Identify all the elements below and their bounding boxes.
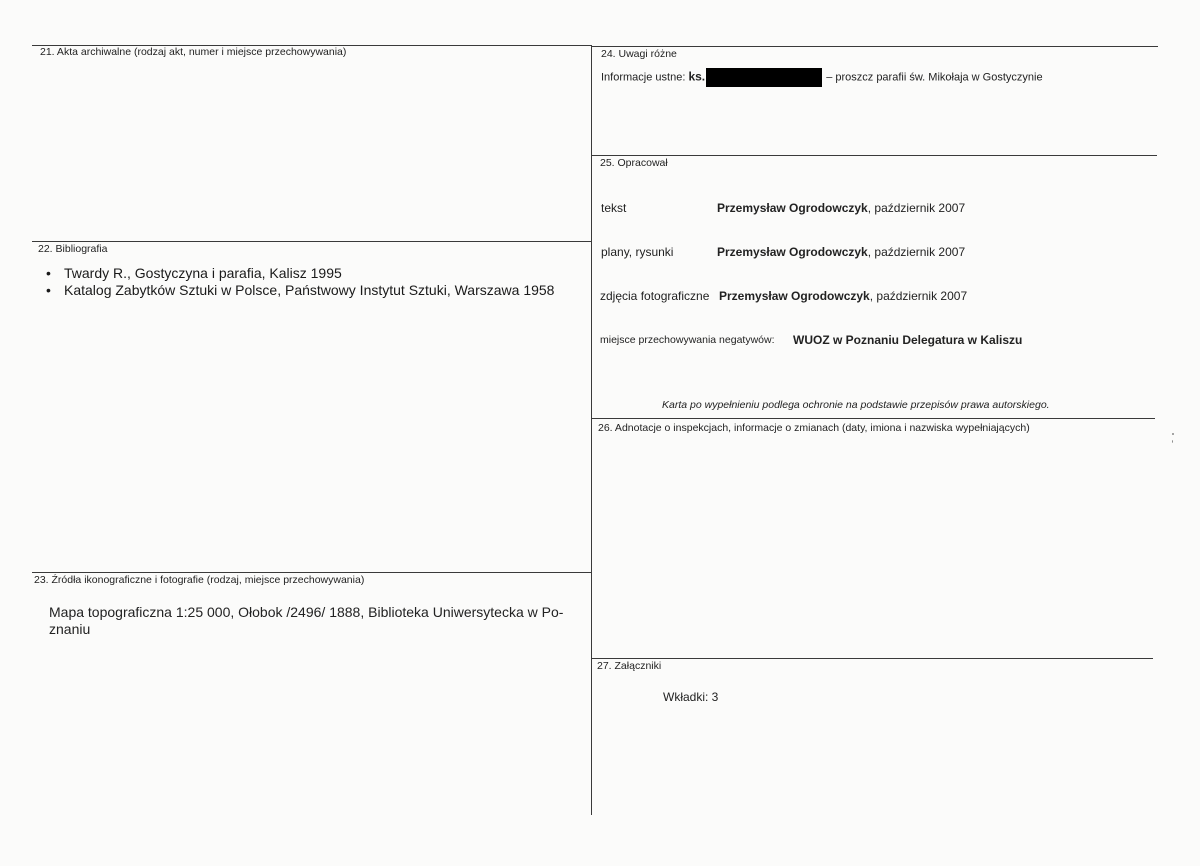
section-23-label: 23. Źródła ikonograficzne i fotografie (rodzaj, miejsce przechowywania) [34,574,365,586]
author-date: , październik 2007 [867,245,966,259]
negatives-label: miejsce przechowywania negatywów: [600,334,775,346]
author-row-value [717,245,965,259]
section-22-label: 22. Bibliografia [38,243,108,255]
oral-info-title: ks. [688,69,706,84]
section-21-label: 21. Akta archiwalne (rodzaj akt, numer i miejsce przechowywania) [40,46,347,58]
author-row-key: tekst [601,201,627,215]
bibliography-item: • Katalog Zabytków Sztuki w Polsce, Państwowy Instytut Sztuki, Warszawa 1958 [44,282,554,299]
iconography-line-1: Mapa topograficzna 1:25 000, Ołobok /2496/ 1888, Biblioteka Uniwersytecka w Po- [49,604,564,620]
section-24-label: 24. Uwagi różne [601,48,677,60]
section-26-label: 26. Adnotacje o inspekcjach, informacje o zmianach (daty, imiona i nazwiska wypełniających) [598,422,1030,434]
author-name: Przemysław Ogrodowczyk [717,201,868,215]
top-rule-right [592,46,1158,47]
rule-23 [32,572,592,573]
author-row-value [717,201,965,215]
oral-info [601,68,1043,87]
author-row-key: zdjęcia fotograficzne [600,289,710,303]
author-date: , październik 2007 [869,289,968,303]
attachments-value: Wkładki: 3 [663,690,719,704]
rule-25 [592,155,1157,156]
redaction-box [706,68,822,87]
bibliography-item: • Twardy R., Gostyczyna i parafia, Kalisz 1995 [44,265,554,282]
author-name: Przemysław Ogrodowczyk [719,289,870,303]
author-row-key: plany, rysunki [601,245,674,259]
oral-info-prefix: Informacje ustne: [601,71,686,84]
rule-22 [32,241,592,242]
rule-27 [592,658,1153,659]
author-date: , październik 2007 [867,201,966,215]
scan-speck [1172,440,1173,443]
center-divider [591,45,592,815]
bibliography-list [44,265,554,299]
author-row-value [719,289,967,303]
scan-speck [1172,433,1174,435]
section-27-label: 27. Załączniki [597,660,662,672]
author-name: Przemysław Ogrodowczyk [717,245,868,259]
oral-info-suffix: – proszcz parafii św. Mikołaja w Gostyczynie [826,71,1043,84]
section-25-label: 25. Opracował [600,157,668,169]
iconography-line-2: znaniu [49,621,91,637]
negatives-value: WUOZ w Poznaniu Delegatura w Kaliszu [793,333,1023,347]
rule-26 [592,418,1155,419]
copyright-note: Karta po wypełnieniu podlega ochronie na podstawie przepisów prawa autorskiego. [662,399,1050,411]
